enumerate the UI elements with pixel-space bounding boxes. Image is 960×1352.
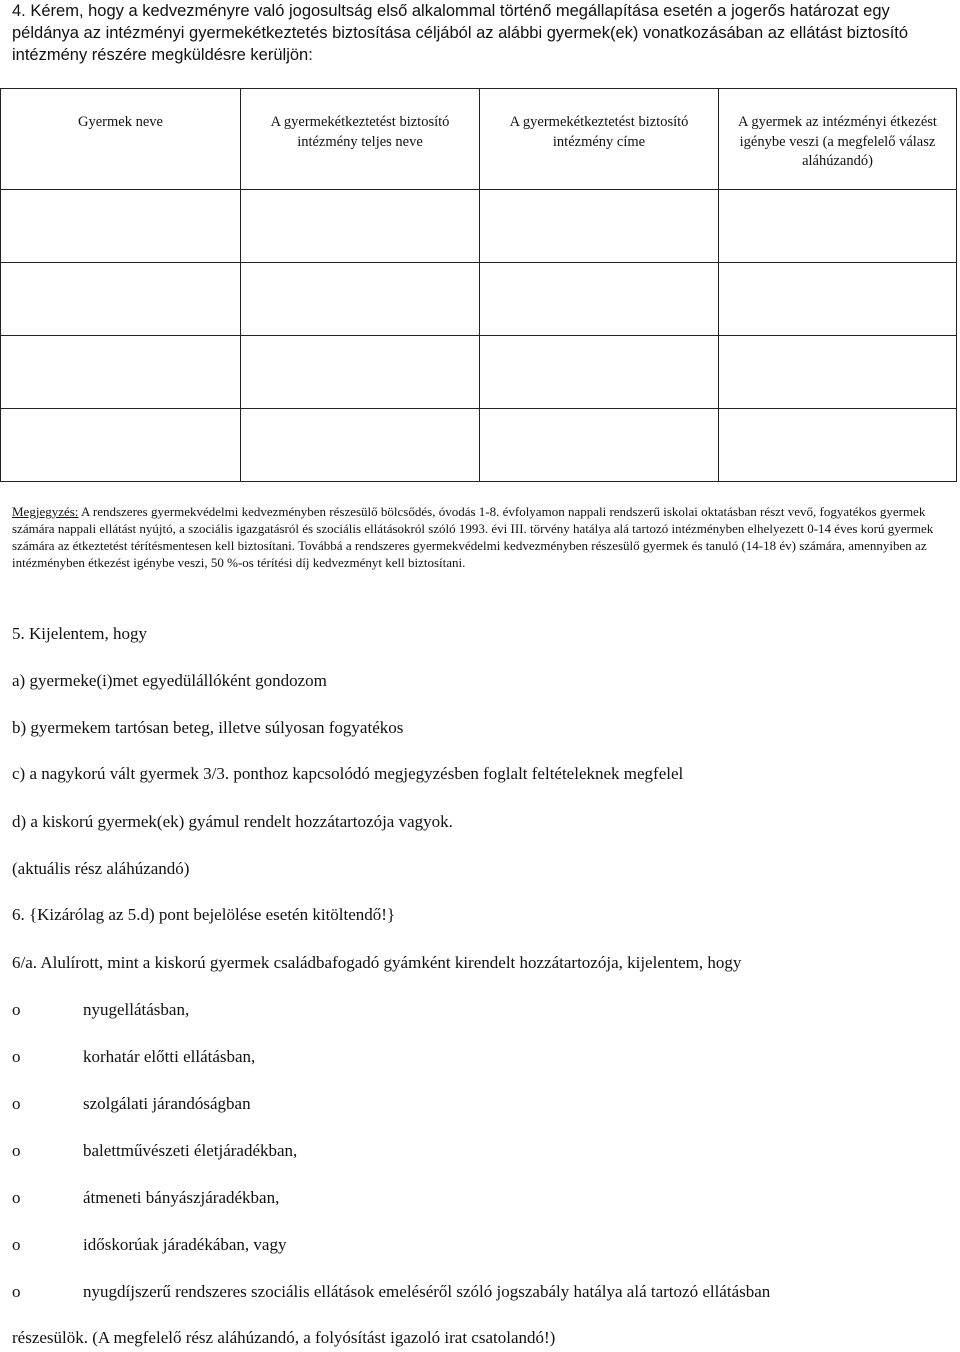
section5-title: 5. Kijelentem, hogy: [12, 624, 148, 643]
table-row: [1, 190, 957, 263]
intro-paragraph: 4. Kérem, hogy a kedvezményre való jogosultság első alkalommal történő megállapítása esetén a jogerős határozat egy példánya az intézményi gyermekétkeztetés biztosítása céljából az alábbi gyermek(ek) vonatkozásában az ellátást biztosító intézmény részére megküldésre kerüljön:: [12, 2, 909, 64]
section6-subtitle: 6/a. Alulírott, mint a kiskorú gyermek családbafogadó gyámként kirendelt hozzátartozója, kijelentem, hogy: [12, 953, 742, 972]
bullet-icon: o: [12, 1282, 21, 1301]
list-item: o balettművészeti életjáradékban,: [12, 1141, 298, 1160]
bullet-icon: o: [12, 1188, 21, 1207]
table-header-row: [1, 89, 957, 190]
table-cell[interactable]: [241, 409, 480, 482]
table-cell[interactable]: [719, 336, 957, 409]
table-cell[interactable]: [719, 263, 957, 336]
note-paragraph: [12, 503, 947, 571]
table-cell[interactable]: [480, 336, 719, 409]
section5-option-a: a) gyermeke(i)met egyedülállóként gondozom: [12, 671, 327, 690]
note-text: A rendszeres gyermekvédelmi kedvezményben részesülő bölcsődés, óvodás 1-8. évfolyamon nappali rendszerű iskolai oktatásban részt vevő, fogyatékos gyermek számára nappali ellátást nyújtó, a szociális igazgatásról és szociális ellátásokról szóló 1993. évi III. törvény hatálya alá tartozó intézményben elhelyezett 0-14 éves korú gyermek számára az étkeztetést térítésmentesen kell biztosítani. Továbbá a rendszeres gyermekvédelmi kedvezményben részesülő gyermek és tanuló (14-18 év) számára, amennyiben az intézményben étkezést igénybe veszi, 50 %-os térítési díj kedvezményt kell biztosítani.: [12, 504, 934, 570]
table-cell[interactable]: [719, 190, 957, 263]
header-child-name: Gyermek neve: [1, 89, 241, 190]
table-cell[interactable]: [1, 409, 241, 482]
table-cell[interactable]: [241, 263, 480, 336]
table-cell[interactable]: [1, 336, 241, 409]
list-item: o szolgálati járandóságban: [12, 1094, 251, 1113]
header-institution-name: A gyermekétkeztetést biztosító intézmény teljes neve: [241, 89, 480, 190]
table-cell[interactable]: [241, 336, 480, 409]
bullet-icon: o: [12, 1094, 21, 1113]
bullet-icon: o: [12, 1047, 21, 1066]
header-institution-address: A gyermekétkeztetést biztosító intézmény címe: [480, 89, 719, 190]
list-item: o nyugdíjszerű rendszeres szociális ellátások emeléséről szóló jogszabály hatálya alá tartozó ellátásban: [12, 1282, 771, 1301]
bullet-icon: o: [12, 1000, 21, 1019]
header-meal-usage: A gyermek az intézményi étkezést igénybe veszi (a megfelelő válasz aláhúzandó): [719, 89, 957, 190]
bullet-icon: o: [12, 1235, 21, 1254]
children-table: [0, 88, 957, 482]
section5-option-b: b) gyermekem tartósan beteg, illetve súlyosan fogyatékos: [12, 718, 404, 737]
table-row: [1, 263, 957, 336]
section5-option-d: d) a kiskorú gyermek(ek) gyámul rendelt hozzátartozója vagyok.: [12, 812, 453, 831]
table-cell[interactable]: [719, 409, 957, 482]
bullet-icon: o: [12, 1141, 21, 1160]
table-cell[interactable]: [480, 409, 719, 482]
section6-title: 6. {Kizárólag az 5.d) pont bejelölése esetén kitöltendő!}: [12, 905, 396, 924]
section5-option-c: c) a nagykorú vált gyermek 3/3. ponthoz kapcsolódó megjegyzésben foglalt feltételeknek megfelel: [12, 764, 684, 783]
list-item: o időskorúak járadékában, vagy: [12, 1235, 287, 1254]
section5-hint: (aktuális rész aláhúzandó): [12, 859, 190, 878]
list-item: o korhatár előtti ellátásban,: [12, 1047, 256, 1066]
table-cell[interactable]: [480, 190, 719, 263]
note-label: Megjegyzés:: [12, 504, 79, 519]
table-cell[interactable]: [1, 263, 241, 336]
list-item: o átmeneti bányászjáradékban,: [12, 1188, 280, 1207]
section6-closing: részesülök. (A megfelelő rész aláhúzandó, a folyósítást igazoló irat csatolandó!): [12, 1328, 556, 1347]
table-cell[interactable]: [241, 190, 480, 263]
table-cell[interactable]: [480, 263, 719, 336]
table-row: [1, 409, 957, 482]
table-row: [1, 336, 957, 409]
table-cell[interactable]: [1, 190, 241, 263]
list-item: o nyugellátásban,: [12, 1000, 190, 1019]
